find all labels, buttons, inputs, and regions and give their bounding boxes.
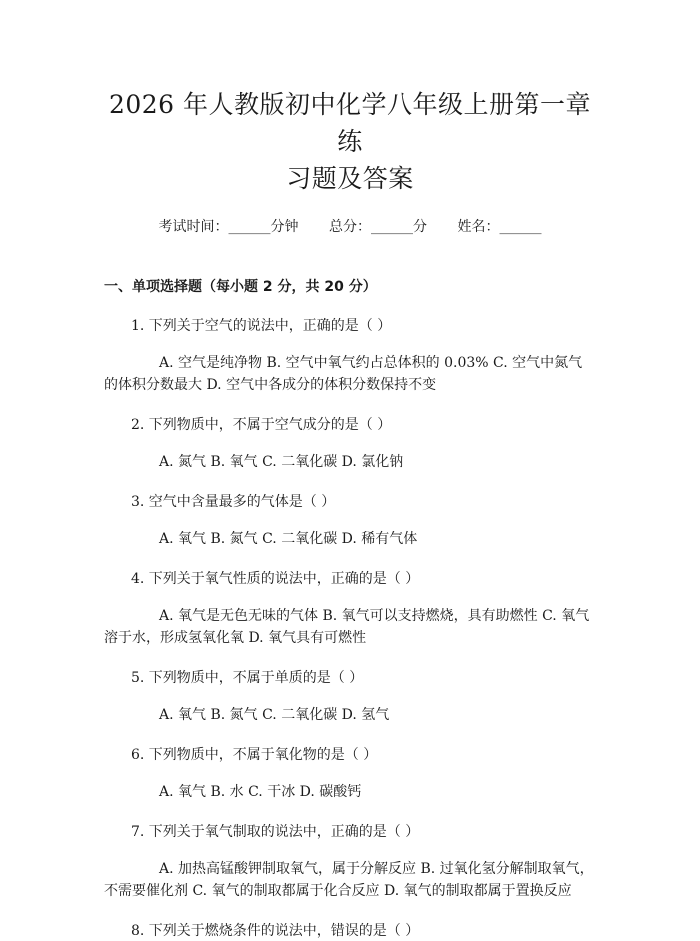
- question-list: [104, 316, 596, 941]
- question-options: A. 氧气 B. 氮气 C. 二氧化碳 D. 氢气: [159, 707, 390, 723]
- question-options: A. 氧气 B. 氮气 C. 二氧化碳 D. 稀有气体: [159, 531, 418, 547]
- question-options: A. 氧气是无色无味的气体 B. 氧气可以支持燃烧，具有助燃性 C. 氧气溶于水，形成氢氧化氧 D. 氧气具有可燃性: [104, 608, 590, 646]
- question-stem: 1. 下列关于空气的说法中，正确的是（ ）: [131, 318, 392, 334]
- total-score: 总分：______分: [329, 219, 427, 235]
- section-heading: 一、单项选择题（每小题 2 分，共 20 分）: [104, 279, 377, 295]
- exam-meta: [104, 217, 596, 237]
- question-options: A. 加热高锰酸钾制取氧气，属于分解反应 B. 过氧化氢分解制取氧气，不需要催化剂 C. 氧气的制取都属于化合反应 D. 氧气的制取都属于置换反应: [104, 861, 594, 899]
- question-stem: 6. 下列物质中，不属于氧化物的是（ ）: [131, 747, 378, 763]
- question-options: A. 氧气 B. 水 C. 干冰 D. 碳酸钙: [159, 784, 362, 800]
- document-title: [104, 0, 596, 197]
- exam-time: 考试时间：______分钟: [158, 219, 299, 235]
- question-options: A. 空气是纯净物 B. 空气中氧气约占总体积的 0.03% C. 空气中氮气的体积分数最大 D. 空气中各成分的体积分数保持不变: [104, 355, 583, 393]
- title-line-2: 习题及答案: [286, 164, 414, 193]
- question-stem: 3. 空气中含量最多的气体是（ ）: [131, 494, 336, 510]
- question-stem: 8. 下列关于燃烧条件的说法中，错误的是（ ）: [131, 923, 420, 939]
- student-name: 姓名：______: [457, 219, 542, 235]
- question-stem: 4. 下列关于氧气性质的说法中，正确的是（ ）: [131, 571, 420, 587]
- question-stem: 7. 下列关于氧气制取的说法中，正确的是（ ）: [131, 824, 420, 840]
- title-line-1: 2026 年人教版初中化学八年级上册第一章练: [108, 90, 592, 156]
- question-stem: 2. 下列物质中，不属于空气成分的是（ ）: [131, 417, 392, 433]
- question-stem: 5. 下列物质中，不属于单质的是（ ）: [131, 670, 364, 686]
- question-options: A. 氮气 B. 氧气 C. 二氧化碳 D. 氯化钠: [159, 454, 404, 470]
